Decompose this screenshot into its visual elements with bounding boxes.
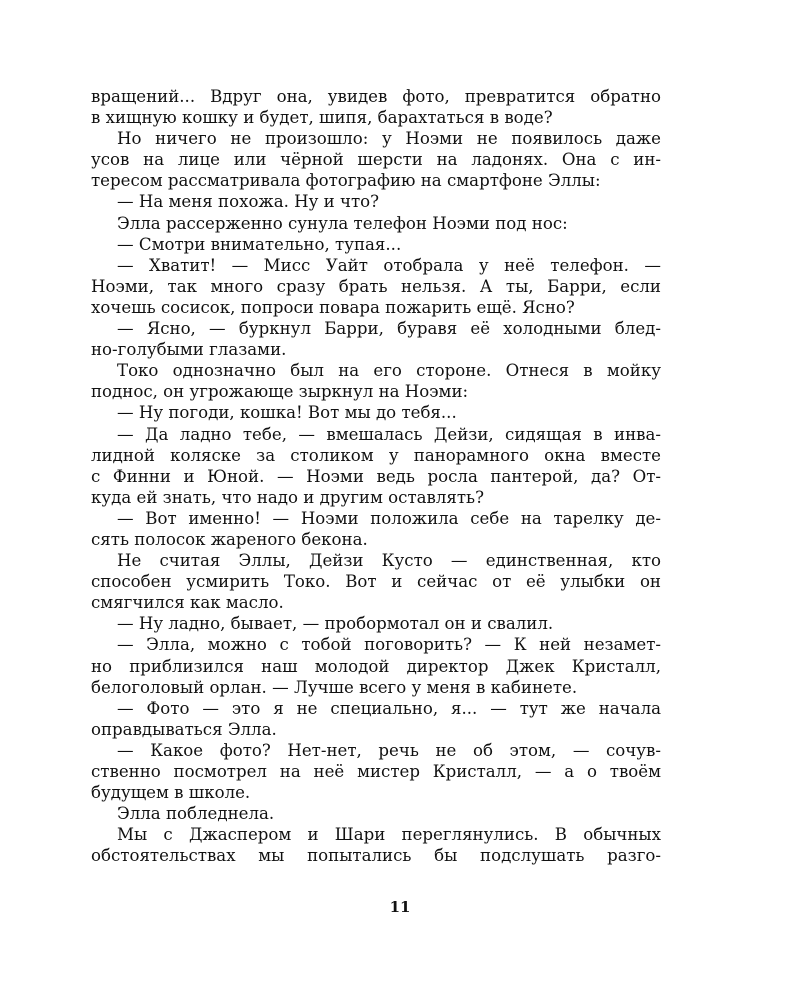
text-line: Мы с Джаспером и Шари переглянулись. В обычных: [117, 825, 661, 845]
text-line: ственно посмотрел на неё мистер Кристалл, — а о твоём: [91, 762, 661, 781]
text-line: белоголовый орлан. — Лучше всего у меня в кабинете.: [91, 677, 578, 697]
text-line: Элла рассерженно сунула телефон Ноэми под нос:: [117, 213, 568, 233]
text-line: но приблизился наш молодой директор Джек Кристалл,: [91, 656, 661, 676]
text-line: — Какое фото? Нет-нет, речь не об этом, — сочув-: [117, 740, 661, 760]
text-line: — Фото — это я не специально, я... — тут же начала: [117, 698, 661, 718]
text-line: сять полосок жареного бекона.: [91, 529, 368, 549]
text-line: — Ну погоди, кошка! Вот мы до тебя...: [117, 403, 457, 423]
text-line: — Хватит! — Мисс Уайт отобрала у неё телефон. —: [117, 255, 661, 275]
text-line: — Смотри внимательно, тупая...: [117, 234, 402, 254]
body-text: [91, 86, 661, 866]
text-line: обстоятельствах мы попытались бы подслушать разго-: [91, 846, 661, 866]
text-line: — Ясно, — буркнул Барри, буравя её холодными блед-: [117, 319, 661, 339]
text-line: Не считая Эллы, Дейзи Кусто — единственная, кто: [117, 551, 661, 571]
text-line: Ноэми, так много сразу брать нельзя. А ты, Барри, если: [91, 276, 661, 296]
text-line: — Ну ладно, бывает, — пробормотал он и свалил.: [117, 614, 554, 634]
text-line: — На меня похожа. Ну и что?: [117, 192, 380, 212]
text-line: в хищную кошку и будет, шипя, барахтаться в воде?: [91, 108, 553, 128]
text-line: вращений... Вдруг она, увидев фото, превратится обратно: [91, 87, 661, 106]
text-line: Элла побледнела.: [117, 804, 275, 824]
text-line: лидной коляске за столиком у панорамного окна вместе: [91, 445, 661, 465]
page-number: 11: [389, 898, 411, 916]
text-line: оправдываться Элла.: [91, 719, 277, 739]
text-line: способен усмирить Токо. Вот и сейчас от её улыбки он: [91, 572, 661, 592]
text-line: усов на лице или чёрной шерсти на ладонях. Она с ин-: [91, 150, 661, 170]
text-line: поднос, он угрожающе зыркнул на Ноэми:: [91, 382, 469, 402]
text-line: с Финни и Юной. — Ноэми ведь росла пантерой, да? От-: [91, 466, 661, 486]
text-line: хочешь сосисок, попроси повара пожарить ещё. Ясно?: [91, 297, 575, 317]
text-line: — Элла, можно с тобой поговорить? — К ней незамет-: [117, 635, 661, 655]
text-line: куда ей знать, что надо и другим оставлять?: [91, 487, 484, 507]
text-line: будущем в школе.: [91, 783, 251, 803]
text-line: но-голубыми глазами.: [91, 340, 287, 360]
text-line: — Да ладно тебе, — вмешалась Дейзи, сидящая в инва-: [117, 424, 661, 444]
text-line: Но ничего не произошло: у Ноэми не появилось даже: [117, 129, 661, 149]
text-line: смягчился как масло.: [91, 593, 284, 613]
text-line: — Вот именно! — Ноэми положила себе на тарелку де-: [117, 508, 661, 528]
text-line: Токо однозначно был на его стороне. Отнеся в мойку: [117, 361, 661, 381]
text-line: тересом рассматривала фотографию на смартфоне Эллы:: [91, 171, 601, 191]
